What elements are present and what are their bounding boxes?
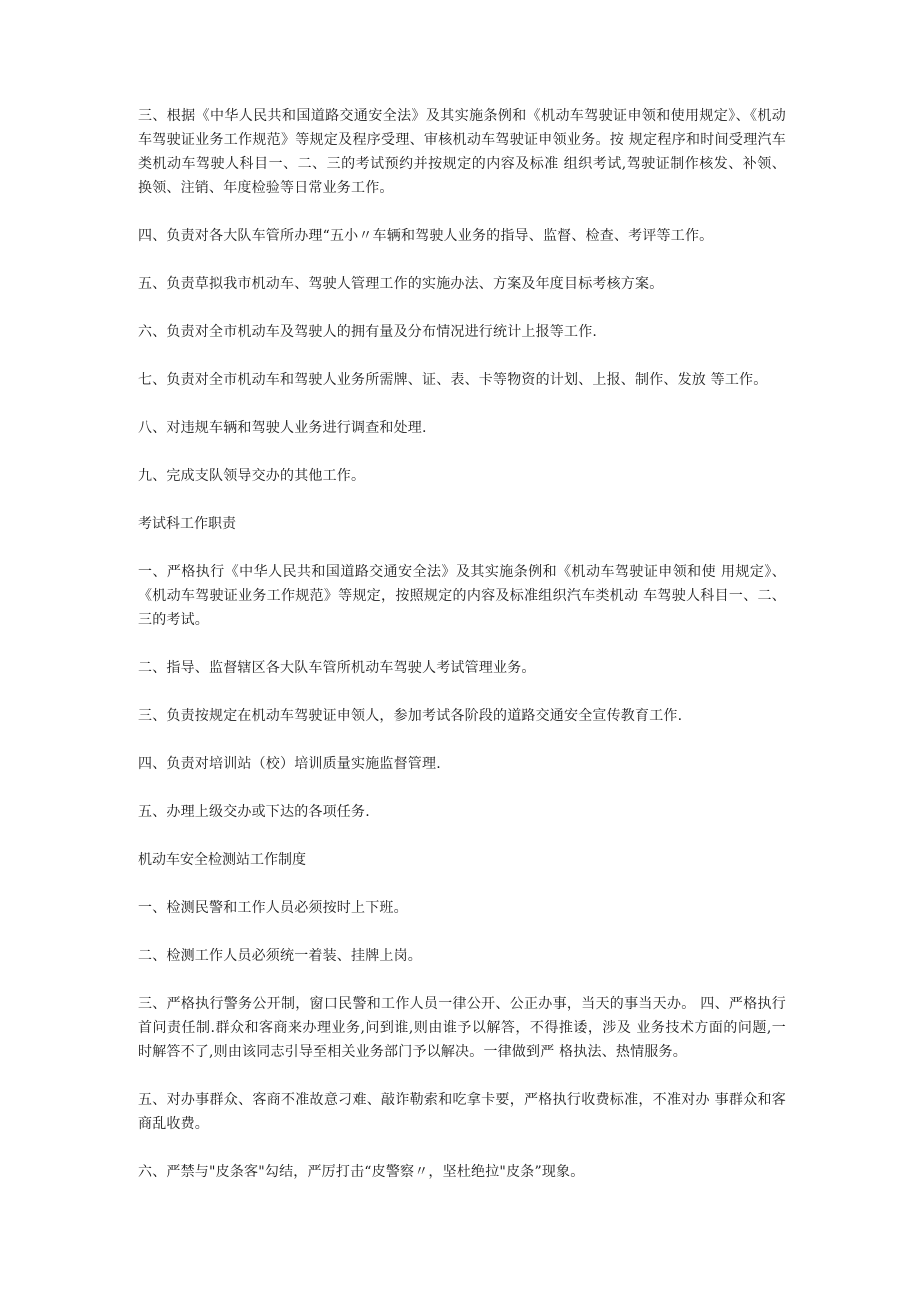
rule-item-2: 二、检测工作人员必须统一着装、挂牌上岗。: [138, 948, 422, 964]
duty-item-8: 八、对违规车辆和驾驶人业务进行调查和处理.: [138, 420, 427, 436]
exam-item-4: 四、负责对培训站（校）培训质量实施监督管理.: [138, 756, 441, 772]
duty-item-3: 三、根据《中华人民共和国道路交通安全法》及其实施条例和《机动车驾驶证申领和使用规定》、《机动车驾驶证业务工作规范》等规定及程序受理、审核机动车驾驶证申领业务。按 规定程序和时间受理汽车类机动车驾驶人科目一、二、三的考试预约并按规定的内容及标准 组织考试,驾驶证制作核发、补领、换领、注销、年度检验等日常业务工作。: [138, 108, 786, 196]
rule-item-6: 六、严禁与"皮条客"勾结，严厉打击“皮警察〃，坚杜绝拉"皮条”现象。: [138, 1164, 585, 1180]
rule-item-5: 五、对办事群众、客商不准故意刁难、敲诈勒索和吃拿卡要，严格执行收费标准，不准对办 事群众和客商乱收费。: [138, 1092, 786, 1132]
exam-item-1: 一、严格执行《中华人民共和国道路交通安全法》及其实施条例和《机动车驾驶证申领和使 用规定》、《机动车驾驶证业务工作规范》等规定，按照规定的内容及标准组织汽车类机动 车驾驶人科目一、二、三的考试。: [138, 564, 786, 628]
duty-item-9: 九、完成支队领导交办的其他工作。: [138, 468, 366, 484]
exam-item-5: 五、办理上级交办或下达的各项任务.: [138, 804, 370, 820]
exam-section-title: 考试科工作职责: [138, 516, 236, 532]
duty-item-6: 六、负责对全市机动车及驾驶人的拥有量及分布情况进行统计上报等工作.: [138, 324, 598, 340]
duty-item-7: 七、负责对全市机动车和驾驶人业务所需牌、证、表、卡等物资的计划、上报、制作、发放 等工作。: [138, 372, 768, 388]
inspection-section-title: 机动车安全检测站工作制度: [138, 852, 306, 868]
rule-item-1: 一、检测民警和工作人员必须按时上下班。: [138, 900, 408, 916]
duty-item-5: 五、负责草拟我市机动车、驾驶人管理工作的实施办法、方案及年度目标考核方案。: [138, 276, 664, 292]
document-body: [138, 104, 786, 1208]
exam-item-2: 二、指导、监督辖区各大队车管所机动车驾驶人考试管理业务。: [138, 660, 536, 676]
exam-item-3: 三、负责按规定在机动车驾驶证申领人，参加考试各阶段的道路交通安全宣传教育工作.: [138, 708, 683, 724]
duty-item-4: 四、负责对各大队车管所办理“五小〃车辆和驾驶人业务的指导、监督、检查、考评等工作。: [138, 228, 714, 244]
rule-item-3: 三、严格执行警务公开制，窗口民警和工作人员一律公开、公正办事，当天的事当天办。 四、严格执行首问责任制.群众和客商来办理业务,问到谁,则由谁予以解答，不得推诿，涉及 业务技术方面的问题,一时解答不了,则由该同志引导至相关业务部门予以解决。一律做到严 格执法、热情服务。: [138, 996, 786, 1060]
